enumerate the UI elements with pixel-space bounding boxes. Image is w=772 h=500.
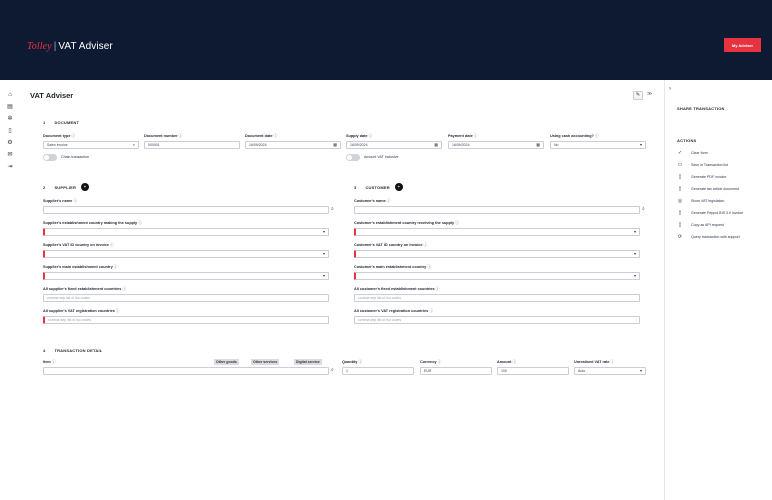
item-label: Itemⓘ: [43, 360, 56, 364]
action-generate-pdf[interactable]: [677, 173, 726, 181]
help-icon[interactable]: ⓘ: [423, 243, 428, 247]
chevron-down-icon[interactable]: ▾: [322, 229, 325, 234]
customer-name-label: Customer's nameⓘ: [354, 199, 391, 203]
tolley-logo: Tolley: [27, 41, 52, 52]
logout-icon[interactable]: ⇥: [7, 164, 13, 170]
action-label: Show VAT legislation: [691, 199, 725, 203]
clear-icon[interactable]: ×: [132, 142, 135, 147]
supplier-establishment-label: Supplier's establishment country making the supplyⓘ: [43, 221, 142, 225]
help-icon[interactable]: ⓘ: [473, 134, 478, 138]
action-label: Copy as API request: [691, 223, 724, 227]
help-icon[interactable]: ⓘ: [109, 243, 114, 247]
supplier-main-establishment-label: Supplier's main establishment countryⓘ: [43, 265, 118, 269]
section-heading: CUSTOMER: [365, 184, 390, 190]
action-label: Query transaction with support: [691, 235, 740, 239]
customer-establishment-select[interactable]: [354, 228, 640, 236]
supplier-vat-registration-label: All supplier's VAT registration countriesⓘ: [43, 309, 120, 313]
supplier-name-label: Supplier's nameⓘ: [43, 199, 77, 203]
search-icon[interactable]: ⌕: [331, 206, 334, 212]
copy-icon: ▯: [678, 222, 682, 228]
file-icon[interactable]: ▯: [8, 128, 12, 134]
action-generate-tax-article[interactable]: [677, 185, 739, 193]
action-label: Generate tax article document: [691, 187, 740, 191]
customer-name-input[interactable]: [354, 206, 640, 214]
chevron-down-icon[interactable]: ▾: [322, 251, 325, 256]
legislation-icon: ◎: [677, 198, 683, 204]
currency-input[interactable]: EUR: [420, 367, 492, 375]
vat-inclusive-label: Amount VAT inclusive: [364, 155, 399, 159]
action-copy-api[interactable]: [677, 221, 724, 229]
search-icon[interactable]: ⌕: [331, 367, 334, 373]
chip-other-goods[interactable]: Other goods: [216, 360, 237, 364]
chevron-down-icon[interactable]: ▾: [633, 273, 636, 278]
section-number: 4: [43, 348, 46, 353]
expand-icon[interactable]: ≫: [647, 91, 653, 97]
currency-label: Currencyⓘ: [420, 360, 442, 364]
gear-icon[interactable]: ⚙: [7, 140, 13, 146]
help-icon[interactable]: ⓘ: [429, 309, 433, 313]
action-generate-peppol[interactable]: [677, 209, 743, 217]
calendar-icon[interactable]: ▦: [434, 142, 438, 147]
amount-input[interactable]: 100: [497, 367, 569, 375]
item-input[interactable]: [43, 367, 329, 375]
action-query-support[interactable]: [677, 233, 740, 241]
supplier-establishment-select[interactable]: [43, 228, 329, 236]
home-icon[interactable]: ⌂: [8, 92, 12, 98]
amount-label: Amountⓘ: [497, 360, 517, 364]
calendar-icon[interactable]: ▦: [536, 142, 540, 147]
document-type-select[interactable]: Sales invoice ×: [43, 141, 139, 149]
help-icon[interactable]: ⓘ: [71, 134, 76, 138]
cash-accounting-label: Using cash accounting?ⓘ: [550, 134, 599, 138]
vat-rate-label: Unrealised VAT rateⓘ: [574, 360, 615, 364]
supplier-fixed-establishment-input[interactable]: comma sep list of iso codes: [43, 294, 329, 302]
help-icon[interactable]: ⓘ: [594, 134, 599, 138]
side-panel: [664, 80, 772, 500]
invoice-icon: ▯: [678, 210, 682, 216]
document-type-label: Document typeⓘ: [43, 134, 76, 138]
save-icon: ▭: [677, 162, 683, 168]
action-label: Clear form: [691, 151, 708, 155]
document-date-input[interactable]: 16/09/2024 ▦: [245, 141, 341, 149]
chevron-down-icon[interactable]: ▾: [639, 142, 642, 147]
add-icon[interactable]: +: [81, 183, 89, 191]
section-heading: DOCUMENT: [54, 120, 80, 125]
help-icon[interactable]: ⓘ: [51, 360, 56, 364]
chip-other-services[interactable]: Other services: [253, 360, 278, 364]
chevron-down-icon[interactable]: ▾: [633, 251, 636, 256]
action-label: Save in Transaction list: [691, 163, 728, 167]
supply-date-label: Supply dateⓘ: [346, 134, 373, 138]
help-icon[interactable]: ⓘ: [368, 134, 373, 138]
section-heading: SUPPLIER: [54, 184, 77, 190]
section-heading: TRANSACTION DETAIL: [54, 348, 103, 353]
add-icon[interactable]: +: [395, 183, 403, 191]
chevron-down-icon[interactable]: ▾: [322, 273, 325, 278]
chain-transaction-label: Chain transaction: [61, 155, 89, 159]
help-icon[interactable]: ⓘ: [138, 221, 142, 225]
section-transaction-detail: [43, 348, 102, 353]
supplier-vat-id-label: Supplier's VAT ID country on invoiceⓘ: [43, 243, 114, 247]
pdf-icon: ▯: [678, 174, 682, 180]
help-icon[interactable]: ⓘ: [73, 199, 77, 203]
help-icon[interactable]: ⓘ: [122, 287, 127, 291]
help-icon[interactable]: ⓘ: [427, 265, 432, 269]
quantity-label: Quantityⓘ: [342, 360, 363, 364]
mail-icon[interactable]: ✉: [7, 152, 13, 158]
section-number: 3: [354, 184, 357, 190]
collapse-icon[interactable]: ›: [669, 86, 671, 92]
my-adviser-button[interactable]: My Adviser: [724, 38, 761, 52]
help-icon[interactable]: ⓘ: [610, 360, 615, 364]
brand-separator: |: [53, 41, 57, 52]
section-supplier: [43, 183, 89, 191]
customer-vat-id-label: Customer's VAT ID country on invoiceⓘ: [354, 243, 428, 247]
help-icon[interactable]: ⓘ: [386, 199, 391, 203]
share-transaction-heading[interactable]: SHARE TRANSACTION: [677, 106, 725, 111]
supplier-fixed-establishment-label: All supplier's fixed establishment countriesⓘ: [43, 287, 127, 291]
document-date-label: Document dateⓘ: [245, 134, 278, 138]
supply-date-input[interactable]: 16/09/2024 ▦: [346, 141, 442, 149]
help-icon[interactable]: ⓘ: [178, 134, 183, 138]
supplier-vat-registration-input[interactable]: comma sep list of iso codes: [43, 316, 329, 324]
help-icon[interactable]: ⓘ: [437, 360, 442, 364]
quantity-input[interactable]: 1: [342, 367, 414, 375]
actions-heading: ACTIONS: [677, 138, 697, 143]
chevron-down-icon[interactable]: ▾: [639, 368, 642, 373]
payment-date-input[interactable]: 16/09/2024 ▦: [448, 141, 544, 149]
help-icon[interactable]: ⓘ: [512, 360, 517, 364]
customer-fixed-establishment-input[interactable]: comma sep list of iso codes: [354, 294, 640, 302]
nav-rail: [0, 80, 20, 500]
action-label: Generate PDF invoice: [691, 175, 727, 179]
calendar-icon[interactable]: ▦: [333, 142, 337, 147]
check-icon: ✓: [677, 150, 683, 156]
chevron-down-icon[interactable]: ▾: [633, 229, 636, 234]
section-number: 1: [43, 120, 46, 125]
supplier-vat-id-select[interactable]: [43, 250, 329, 258]
action-show-legislation[interactable]: [677, 197, 724, 205]
customer-vat-registration-input[interactable]: comma sep list of iso codes: [354, 316, 640, 324]
customer-vat-id-select[interactable]: [354, 250, 640, 258]
top-bar: [0, 0, 772, 80]
page-title: VAT Adviser: [30, 91, 74, 100]
section-document: [43, 120, 79, 125]
action-save-transaction[interactable]: [677, 161, 728, 169]
help-icon[interactable]: ⓘ: [435, 287, 440, 291]
customer-main-establishment-select[interactable]: [354, 272, 640, 280]
customer-main-establishment-label: Customer's main establishment countryⓘ: [354, 265, 432, 269]
help-icon[interactable]: ⓘ: [113, 265, 118, 269]
document-number-label: Document numberⓘ: [144, 134, 183, 138]
app-name: VAT Adviser: [58, 41, 113, 52]
document-number-input[interactable]: 000001: [144, 141, 240, 149]
customer-establishment-label: Customer's establishment country receiving the supplyⓘ: [354, 221, 459, 225]
vat-rate-select[interactable]: Auto ▾: [574, 367, 646, 375]
customer-fixed-establishment-label: All customer's fixed establishment countriesⓘ: [354, 287, 440, 291]
document-icon[interactable]: ▤: [7, 104, 13, 110]
payment-date-label: Payment dateⓘ: [448, 134, 478, 138]
action-clear-form[interactable]: [677, 149, 708, 157]
section-number: 2: [43, 184, 46, 190]
brand[interactable]: [27, 41, 113, 52]
help-icon[interactable]: ⓘ: [358, 360, 363, 364]
section-customer: [354, 183, 403, 191]
chain-transaction-toggle[interactable]: [43, 154, 57, 161]
support-icon: ⟳: [677, 234, 683, 240]
help-icon[interactable]: ⓘ: [455, 221, 459, 225]
edit-icon[interactable]: ✎: [633, 91, 643, 100]
supplier-main-establishment-select[interactable]: [43, 272, 329, 280]
cash-accounting-select[interactable]: No ▾: [550, 141, 646, 149]
document-icon: ▯: [678, 186, 682, 192]
search-icon[interactable]: ⌕: [642, 206, 645, 212]
supplier-name-input[interactable]: [43, 206, 329, 214]
vat-inclusive-toggle[interactable]: [346, 154, 360, 161]
settings-icon[interactable]: ✲: [7, 116, 13, 122]
customer-vat-registration-label: All customer's VAT registration countriesⓘ: [354, 309, 433, 313]
help-icon[interactable]: ⓘ: [115, 309, 120, 313]
help-icon[interactable]: ⓘ: [273, 134, 278, 138]
action-label: Generate Peppol BIS 3.0 invoice: [691, 211, 744, 215]
chip-digital-service[interactable]: Digital service: [296, 360, 320, 364]
